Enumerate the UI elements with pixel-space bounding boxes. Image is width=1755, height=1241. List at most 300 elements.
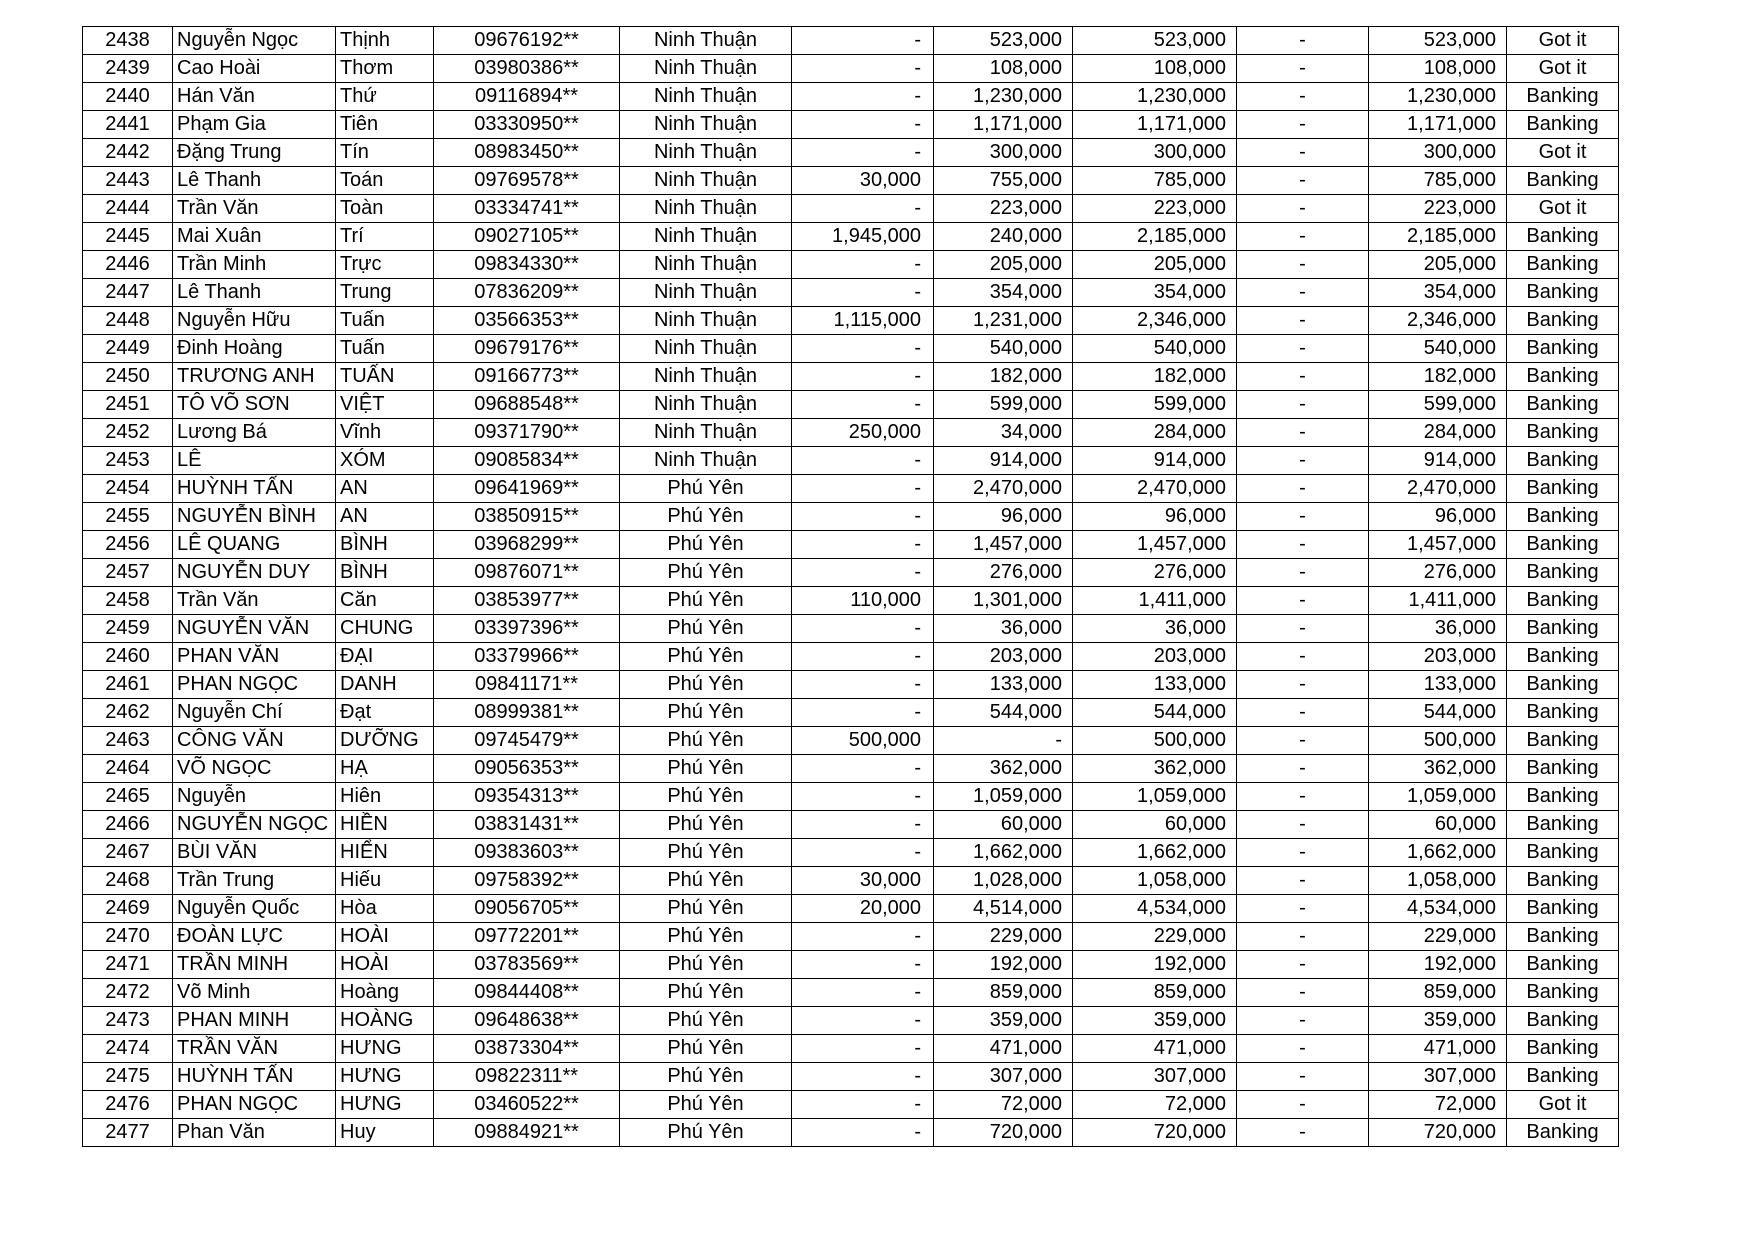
given-names-cell: Nguyễn Ngọc bbox=[173, 27, 336, 55]
total-cell: 1,411,000 bbox=[1073, 587, 1237, 615]
row-number: 2446 bbox=[83, 251, 173, 279]
payout-table bbox=[82, 26, 1619, 1147]
row-number: 2473 bbox=[83, 1007, 173, 1035]
family-name-cell: XÓM bbox=[336, 447, 434, 475]
table-row bbox=[83, 503, 1619, 531]
amount-a-cell: - bbox=[792, 1007, 934, 1035]
phone-cell: 03850915** bbox=[434, 503, 620, 531]
total-cell: 544,000 bbox=[1073, 699, 1237, 727]
payout-cell: 914,000 bbox=[1369, 447, 1507, 475]
deduction-cell: - bbox=[1237, 307, 1369, 335]
total-cell: 2,470,000 bbox=[1073, 475, 1237, 503]
method-cell: Banking bbox=[1507, 307, 1619, 335]
deduction-cell: - bbox=[1237, 531, 1369, 559]
given-names-cell: Nguyễn Chí bbox=[173, 699, 336, 727]
total-cell: 72,000 bbox=[1073, 1091, 1237, 1119]
family-name-cell: HƯNG bbox=[336, 1063, 434, 1091]
amount-b-cell: - bbox=[934, 727, 1073, 755]
province-cell: Ninh Thuận bbox=[620, 195, 792, 223]
table-row bbox=[83, 811, 1619, 839]
method-cell: Got it bbox=[1507, 55, 1619, 83]
table-row bbox=[83, 139, 1619, 167]
amount-b-cell: 307,000 bbox=[934, 1063, 1073, 1091]
given-names-cell: PHAN NGỌC bbox=[173, 1091, 336, 1119]
amount-a-cell: - bbox=[792, 643, 934, 671]
family-name-cell: HẠ bbox=[336, 755, 434, 783]
amount-b-cell: 182,000 bbox=[934, 363, 1073, 391]
deduction-cell: - bbox=[1237, 391, 1369, 419]
deduction-cell: - bbox=[1237, 1035, 1369, 1063]
table-row bbox=[83, 643, 1619, 671]
phone-cell: 09688548** bbox=[434, 391, 620, 419]
phone-cell: 08983450** bbox=[434, 139, 620, 167]
family-name-cell: Thứ bbox=[336, 83, 434, 111]
method-cell: Got it bbox=[1507, 139, 1619, 167]
total-cell: 359,000 bbox=[1073, 1007, 1237, 1035]
given-names-cell: LÊ QUANG bbox=[173, 531, 336, 559]
family-name-cell: HOÀI bbox=[336, 923, 434, 951]
payout-cell: 544,000 bbox=[1369, 699, 1507, 727]
amount-a-cell: - bbox=[792, 363, 934, 391]
payout-cell: 133,000 bbox=[1369, 671, 1507, 699]
deduction-cell: - bbox=[1237, 1119, 1369, 1147]
method-cell: Banking bbox=[1507, 391, 1619, 419]
province-cell: Phú Yên bbox=[620, 699, 792, 727]
family-name-cell: DANH bbox=[336, 671, 434, 699]
row-number: 2455 bbox=[83, 503, 173, 531]
given-names-cell: HUỲNH TẤN bbox=[173, 475, 336, 503]
total-cell: 203,000 bbox=[1073, 643, 1237, 671]
amount-b-cell: 471,000 bbox=[934, 1035, 1073, 1063]
row-number: 2467 bbox=[83, 839, 173, 867]
table-row bbox=[83, 1091, 1619, 1119]
method-cell: Banking bbox=[1507, 783, 1619, 811]
payout-cell: 108,000 bbox=[1369, 55, 1507, 83]
payout-cell: 359,000 bbox=[1369, 1007, 1507, 1035]
province-cell: Phú Yên bbox=[620, 615, 792, 643]
total-cell: 914,000 bbox=[1073, 447, 1237, 475]
payout-cell: 720,000 bbox=[1369, 1119, 1507, 1147]
table-row bbox=[83, 1119, 1619, 1147]
family-name-cell: Thơm bbox=[336, 55, 434, 83]
row-number: 2471 bbox=[83, 951, 173, 979]
payout-cell: 203,000 bbox=[1369, 643, 1507, 671]
amount-a-cell: - bbox=[792, 195, 934, 223]
table-row bbox=[83, 755, 1619, 783]
province-cell: Ninh Thuận bbox=[620, 391, 792, 419]
province-cell: Ninh Thuận bbox=[620, 55, 792, 83]
row-number: 2472 bbox=[83, 979, 173, 1007]
province-cell: Ninh Thuận bbox=[620, 419, 792, 447]
family-name-cell: HOÀI bbox=[336, 951, 434, 979]
phone-cell: 03334741** bbox=[434, 195, 620, 223]
province-cell: Ninh Thuận bbox=[620, 139, 792, 167]
given-names-cell: Võ Minh bbox=[173, 979, 336, 1007]
method-cell: Banking bbox=[1507, 363, 1619, 391]
given-names-cell: TRẦN VĂN bbox=[173, 1035, 336, 1063]
phone-cell: 09822311** bbox=[434, 1063, 620, 1091]
phone-cell: 09841171** bbox=[434, 671, 620, 699]
row-number: 2470 bbox=[83, 923, 173, 951]
phone-cell: 09876071** bbox=[434, 559, 620, 587]
amount-b-cell: 276,000 bbox=[934, 559, 1073, 587]
method-cell: Banking bbox=[1507, 811, 1619, 839]
amount-b-cell: 1,231,000 bbox=[934, 307, 1073, 335]
total-cell: 471,000 bbox=[1073, 1035, 1237, 1063]
given-names-cell: Nguyễn bbox=[173, 783, 336, 811]
amount-a-cell: - bbox=[792, 811, 934, 839]
amount-b-cell: 34,000 bbox=[934, 419, 1073, 447]
province-cell: Phú Yên bbox=[620, 1007, 792, 1035]
deduction-cell: - bbox=[1237, 419, 1369, 447]
phone-cell: 09745479** bbox=[434, 727, 620, 755]
amount-a-cell: - bbox=[792, 951, 934, 979]
amount-a-cell: 1,945,000 bbox=[792, 223, 934, 251]
amount-b-cell: 133,000 bbox=[934, 671, 1073, 699]
phone-cell: 03330950** bbox=[434, 111, 620, 139]
table-row bbox=[83, 615, 1619, 643]
amount-b-cell: 1,662,000 bbox=[934, 839, 1073, 867]
amount-b-cell: 354,000 bbox=[934, 279, 1073, 307]
family-name-cell: Toán bbox=[336, 167, 434, 195]
amount-a-cell: 250,000 bbox=[792, 419, 934, 447]
amount-a-cell: - bbox=[792, 615, 934, 643]
province-cell: Phú Yên bbox=[620, 1119, 792, 1147]
amount-b-cell: 2,470,000 bbox=[934, 475, 1073, 503]
phone-cell: 03783569** bbox=[434, 951, 620, 979]
payout-cell: 2,470,000 bbox=[1369, 475, 1507, 503]
deduction-cell: - bbox=[1237, 951, 1369, 979]
method-cell: Banking bbox=[1507, 951, 1619, 979]
amount-b-cell: 240,000 bbox=[934, 223, 1073, 251]
method-cell: Banking bbox=[1507, 559, 1619, 587]
deduction-cell: - bbox=[1237, 671, 1369, 699]
province-cell: Ninh Thuận bbox=[620, 167, 792, 195]
method-cell: Banking bbox=[1507, 447, 1619, 475]
payout-cell: 785,000 bbox=[1369, 167, 1507, 195]
province-cell: Phú Yên bbox=[620, 811, 792, 839]
table-row bbox=[83, 587, 1619, 615]
row-number: 2454 bbox=[83, 475, 173, 503]
payout-cell: 307,000 bbox=[1369, 1063, 1507, 1091]
amount-a-cell: - bbox=[792, 335, 934, 363]
family-name-cell: Thịnh bbox=[336, 27, 434, 55]
given-names-cell: Lê Thanh bbox=[173, 167, 336, 195]
payout-cell: 182,000 bbox=[1369, 363, 1507, 391]
phone-cell: 03397396** bbox=[434, 615, 620, 643]
total-cell: 540,000 bbox=[1073, 335, 1237, 363]
given-names-cell: Trần Văn bbox=[173, 587, 336, 615]
province-cell: Ninh Thuận bbox=[620, 335, 792, 363]
given-names-cell: Đinh Hoàng bbox=[173, 335, 336, 363]
amount-a-cell: - bbox=[792, 1091, 934, 1119]
payout-cell: 2,346,000 bbox=[1369, 307, 1507, 335]
row-number: 2453 bbox=[83, 447, 173, 475]
deduction-cell: - bbox=[1237, 195, 1369, 223]
province-cell: Phú Yên bbox=[620, 1035, 792, 1063]
province-cell: Ninh Thuận bbox=[620, 111, 792, 139]
family-name-cell: HƯNG bbox=[336, 1091, 434, 1119]
family-name-cell: Hiếu bbox=[336, 867, 434, 895]
deduction-cell: - bbox=[1237, 335, 1369, 363]
amount-b-cell: 362,000 bbox=[934, 755, 1073, 783]
amount-b-cell: 1,457,000 bbox=[934, 531, 1073, 559]
payout-cell: 192,000 bbox=[1369, 951, 1507, 979]
row-number: 2474 bbox=[83, 1035, 173, 1063]
deduction-cell: - bbox=[1237, 111, 1369, 139]
family-name-cell: CHUNG bbox=[336, 615, 434, 643]
total-cell: 307,000 bbox=[1073, 1063, 1237, 1091]
deduction-cell: - bbox=[1237, 615, 1369, 643]
family-name-cell: HIỂN bbox=[336, 839, 434, 867]
province-cell: Phú Yên bbox=[620, 895, 792, 923]
amount-a-cell: - bbox=[792, 1035, 934, 1063]
payout-cell: 1,171,000 bbox=[1369, 111, 1507, 139]
total-cell: 1,457,000 bbox=[1073, 531, 1237, 559]
payout-cell: 500,000 bbox=[1369, 727, 1507, 755]
table-row bbox=[83, 167, 1619, 195]
family-name-cell: Trí bbox=[336, 223, 434, 251]
amount-a-cell: - bbox=[792, 755, 934, 783]
amount-b-cell: 60,000 bbox=[934, 811, 1073, 839]
total-cell: 354,000 bbox=[1073, 279, 1237, 307]
family-name-cell: Căn bbox=[336, 587, 434, 615]
amount-b-cell: 359,000 bbox=[934, 1007, 1073, 1035]
row-number: 2465 bbox=[83, 783, 173, 811]
row-number: 2442 bbox=[83, 139, 173, 167]
family-name-cell: Trung bbox=[336, 279, 434, 307]
given-names-cell: NGUYỄN DUY bbox=[173, 559, 336, 587]
total-cell: 300,000 bbox=[1073, 139, 1237, 167]
phone-cell: 03980386** bbox=[434, 55, 620, 83]
family-name-cell: Tín bbox=[336, 139, 434, 167]
row-number: 2452 bbox=[83, 419, 173, 447]
phone-cell: 08999381** bbox=[434, 699, 620, 727]
method-cell: Banking bbox=[1507, 1119, 1619, 1147]
family-name-cell: Vĩnh bbox=[336, 419, 434, 447]
province-cell: Phú Yên bbox=[620, 559, 792, 587]
deduction-cell: - bbox=[1237, 1007, 1369, 1035]
method-cell: Banking bbox=[1507, 475, 1619, 503]
province-cell: Phú Yên bbox=[620, 1063, 792, 1091]
row-number: 2477 bbox=[83, 1119, 173, 1147]
table-row bbox=[83, 419, 1619, 447]
deduction-cell: - bbox=[1237, 223, 1369, 251]
payout-cell: 96,000 bbox=[1369, 503, 1507, 531]
deduction-cell: - bbox=[1237, 27, 1369, 55]
province-cell: Ninh Thuận bbox=[620, 83, 792, 111]
province-cell: Phú Yên bbox=[620, 531, 792, 559]
family-name-cell: Huy bbox=[336, 1119, 434, 1147]
method-cell: Banking bbox=[1507, 279, 1619, 307]
amount-a-cell: - bbox=[792, 391, 934, 419]
table-row bbox=[83, 671, 1619, 699]
row-number: 2451 bbox=[83, 391, 173, 419]
total-cell: 96,000 bbox=[1073, 503, 1237, 531]
given-names-cell: ĐOÀN LỰC bbox=[173, 923, 336, 951]
row-number: 2443 bbox=[83, 167, 173, 195]
province-cell: Ninh Thuận bbox=[620, 307, 792, 335]
table-row bbox=[83, 1007, 1619, 1035]
method-cell: Banking bbox=[1507, 335, 1619, 363]
method-cell: Banking bbox=[1507, 223, 1619, 251]
amount-a-cell: - bbox=[792, 139, 934, 167]
amount-b-cell: 1,028,000 bbox=[934, 867, 1073, 895]
family-name-cell: AN bbox=[336, 503, 434, 531]
amount-b-cell: 1,230,000 bbox=[934, 83, 1073, 111]
row-number: 2461 bbox=[83, 671, 173, 699]
table-row bbox=[83, 279, 1619, 307]
payout-cell: 540,000 bbox=[1369, 335, 1507, 363]
method-cell: Banking bbox=[1507, 1007, 1619, 1035]
deduction-cell: - bbox=[1237, 363, 1369, 391]
method-cell: Banking bbox=[1507, 587, 1619, 615]
given-names-cell: BÙI VĂN bbox=[173, 839, 336, 867]
method-cell: Banking bbox=[1507, 111, 1619, 139]
amount-a-cell: - bbox=[792, 475, 934, 503]
table-row bbox=[83, 979, 1619, 1007]
method-cell: Banking bbox=[1507, 83, 1619, 111]
phone-cell: 09027105** bbox=[434, 223, 620, 251]
family-name-cell: HOÀNG bbox=[336, 1007, 434, 1035]
total-cell: 108,000 bbox=[1073, 55, 1237, 83]
phone-cell: 03968299** bbox=[434, 531, 620, 559]
phone-cell: 03853977** bbox=[434, 587, 620, 615]
phone-cell: 07836209** bbox=[434, 279, 620, 307]
deduction-cell: - bbox=[1237, 587, 1369, 615]
table-row bbox=[83, 531, 1619, 559]
payout-cell: 1,058,000 bbox=[1369, 867, 1507, 895]
phone-cell: 03873304** bbox=[434, 1035, 620, 1063]
family-name-cell: ĐẠI bbox=[336, 643, 434, 671]
table-row bbox=[83, 839, 1619, 867]
row-number: 2463 bbox=[83, 727, 173, 755]
row-number: 2464 bbox=[83, 755, 173, 783]
deduction-cell: - bbox=[1237, 643, 1369, 671]
deduction-cell: - bbox=[1237, 895, 1369, 923]
row-number: 2448 bbox=[83, 307, 173, 335]
phone-cell: 09648638** bbox=[434, 1007, 620, 1035]
given-names-cell: NGUYỄN BÌNH bbox=[173, 503, 336, 531]
amount-a-cell: - bbox=[792, 251, 934, 279]
total-cell: 229,000 bbox=[1073, 923, 1237, 951]
deduction-cell: - bbox=[1237, 699, 1369, 727]
total-cell: 859,000 bbox=[1073, 979, 1237, 1007]
deduction-cell: - bbox=[1237, 279, 1369, 307]
method-cell: Banking bbox=[1507, 895, 1619, 923]
table-row bbox=[83, 307, 1619, 335]
province-cell: Phú Yên bbox=[620, 475, 792, 503]
given-names-cell: Hán Văn bbox=[173, 83, 336, 111]
method-cell: Banking bbox=[1507, 643, 1619, 671]
province-cell: Ninh Thuận bbox=[620, 27, 792, 55]
amount-a-cell: - bbox=[792, 503, 934, 531]
table-row bbox=[83, 335, 1619, 363]
amount-b-cell: 229,000 bbox=[934, 923, 1073, 951]
payout-cell: 72,000 bbox=[1369, 1091, 1507, 1119]
given-names-cell: Lương Bá bbox=[173, 419, 336, 447]
table-row bbox=[83, 867, 1619, 895]
amount-a-cell: - bbox=[792, 83, 934, 111]
deduction-cell: - bbox=[1237, 867, 1369, 895]
amount-b-cell: 96,000 bbox=[934, 503, 1073, 531]
amount-b-cell: 108,000 bbox=[934, 55, 1073, 83]
family-name-cell: VIỆT bbox=[336, 391, 434, 419]
deduction-cell: - bbox=[1237, 251, 1369, 279]
row-number: 2466 bbox=[83, 811, 173, 839]
row-number: 2469 bbox=[83, 895, 173, 923]
payout-cell: 354,000 bbox=[1369, 279, 1507, 307]
amount-b-cell: 300,000 bbox=[934, 139, 1073, 167]
table-row bbox=[83, 83, 1619, 111]
row-number: 2476 bbox=[83, 1091, 173, 1119]
table-row bbox=[83, 391, 1619, 419]
family-name-cell: Toàn bbox=[336, 195, 434, 223]
method-cell: Banking bbox=[1507, 1063, 1619, 1091]
total-cell: 1,662,000 bbox=[1073, 839, 1237, 867]
table-row bbox=[83, 111, 1619, 139]
deduction-cell: - bbox=[1237, 783, 1369, 811]
phone-cell: 09056705** bbox=[434, 895, 620, 923]
row-number: 2441 bbox=[83, 111, 173, 139]
deduction-cell: - bbox=[1237, 55, 1369, 83]
payout-cell: 229,000 bbox=[1369, 923, 1507, 951]
amount-b-cell: 192,000 bbox=[934, 951, 1073, 979]
province-cell: Phú Yên bbox=[620, 643, 792, 671]
amount-b-cell: 1,301,000 bbox=[934, 587, 1073, 615]
row-number: 2459 bbox=[83, 615, 173, 643]
family-name-cell: HIỀN bbox=[336, 811, 434, 839]
deduction-cell: - bbox=[1237, 1063, 1369, 1091]
amount-a-cell: - bbox=[792, 559, 934, 587]
family-name-cell: Đạt bbox=[336, 699, 434, 727]
province-cell: Ninh Thuận bbox=[620, 363, 792, 391]
given-names-cell: Phạm Gia bbox=[173, 111, 336, 139]
amount-a-cell: 110,000 bbox=[792, 587, 934, 615]
amount-a-cell: - bbox=[792, 1063, 934, 1091]
total-cell: 192,000 bbox=[1073, 951, 1237, 979]
total-cell: 133,000 bbox=[1073, 671, 1237, 699]
payout-cell: 1,411,000 bbox=[1369, 587, 1507, 615]
row-number: 2440 bbox=[83, 83, 173, 111]
payout-cell: 859,000 bbox=[1369, 979, 1507, 1007]
province-cell: Phú Yên bbox=[620, 587, 792, 615]
payout-cell: 1,662,000 bbox=[1369, 839, 1507, 867]
method-cell: Banking bbox=[1507, 615, 1619, 643]
province-cell: Phú Yên bbox=[620, 867, 792, 895]
phone-cell: 03566353** bbox=[434, 307, 620, 335]
row-number: 2450 bbox=[83, 363, 173, 391]
row-number: 2457 bbox=[83, 559, 173, 587]
deduction-cell: - bbox=[1237, 447, 1369, 475]
table-row bbox=[83, 727, 1619, 755]
amount-b-cell: 720,000 bbox=[934, 1119, 1073, 1147]
phone-cell: 03379966** bbox=[434, 643, 620, 671]
amount-a-cell: - bbox=[792, 839, 934, 867]
amount-a-cell: 30,000 bbox=[792, 867, 934, 895]
amount-a-cell: 20,000 bbox=[792, 895, 934, 923]
family-name-cell: AN bbox=[336, 475, 434, 503]
total-cell: 785,000 bbox=[1073, 167, 1237, 195]
phone-cell: 09772201** bbox=[434, 923, 620, 951]
total-cell: 362,000 bbox=[1073, 755, 1237, 783]
table-row bbox=[83, 783, 1619, 811]
payout-cell: 284,000 bbox=[1369, 419, 1507, 447]
province-cell: Phú Yên bbox=[620, 979, 792, 1007]
deduction-cell: - bbox=[1237, 811, 1369, 839]
payout-cell: 276,000 bbox=[1369, 559, 1507, 587]
method-cell: Banking bbox=[1507, 867, 1619, 895]
